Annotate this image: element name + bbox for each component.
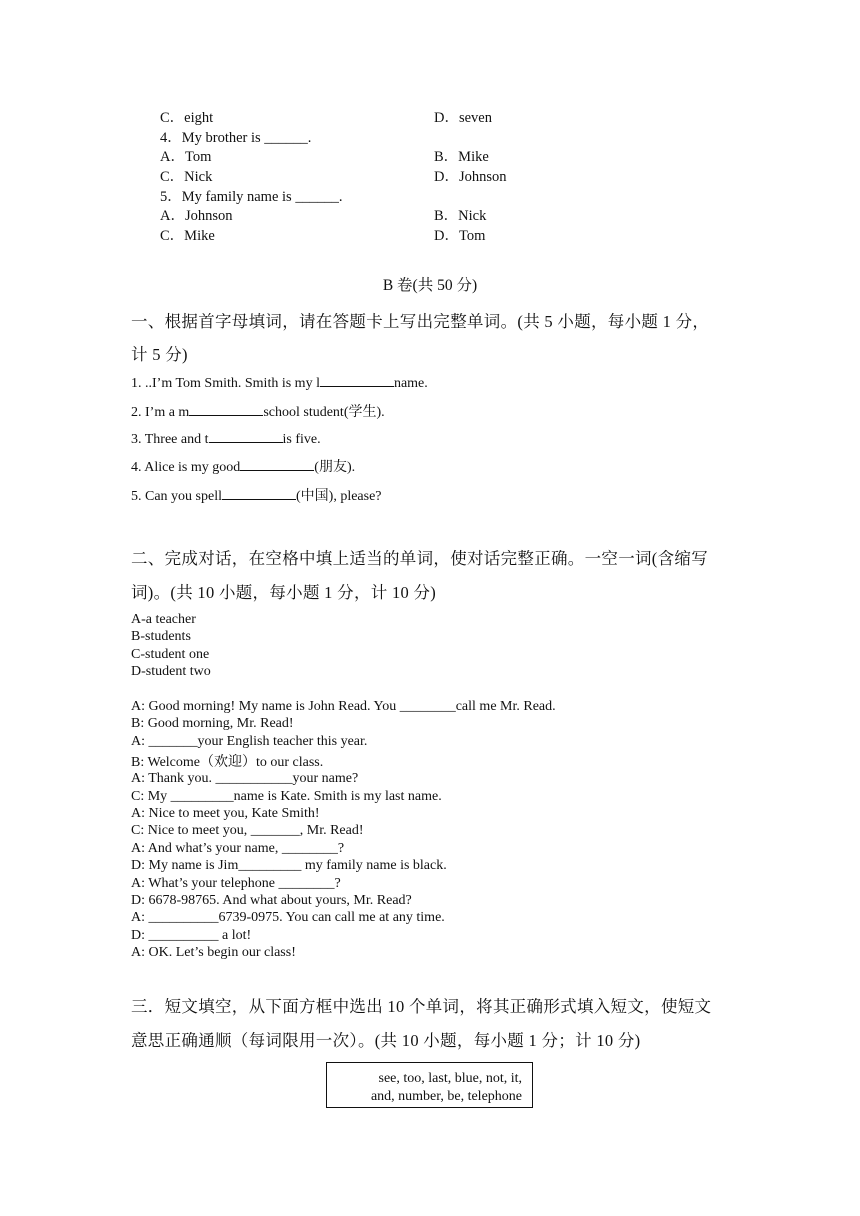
word-bank-line-1: see, too, last, blue, not, it,: [378, 1071, 522, 1086]
dialogue-line: A: OK. Let’s begin our class!: [131, 945, 296, 960]
role-c: C-student one: [131, 647, 210, 662]
section2-instruction-line1: 二、完成对话，在空格中填上适当的单词，使对话完整正确。一空一词(含缩写: [131, 549, 708, 568]
answer-blank[interactable]: [209, 429, 283, 443]
section3-instruction-line2: 意思正确通顺（每词限用一次）。(共 10 小题，每小题 1 分；计 10 分): [131, 1031, 641, 1050]
answer-blank[interactable]: [320, 373, 394, 387]
dialogue-line: B: Welcome（欢迎）to our class.: [131, 755, 324, 770]
answer-blank[interactable]: [222, 486, 296, 500]
blank-item-1: 1. ..I’m Tom Smith. Smith is my l name.: [131, 373, 428, 392]
section1-instruction-line2: 计 5 分): [131, 345, 188, 364]
role-d: D-student two: [131, 664, 211, 679]
q4-stem: 4．My brother is ______.: [160, 130, 312, 146]
blank-item-4: 4. Alice is my good (朋友).: [131, 456, 355, 476]
q3-option-c: C．eight: [160, 110, 214, 126]
blank-item-3: 3. Three and t is five.: [131, 429, 321, 448]
section2-instruction-line2: 词)。(共 10 小题，每小题 1 分，计 10 分): [131, 583, 437, 602]
q5-option-d: D．Tom: [434, 228, 486, 244]
q4-option-d: D．Johnson: [434, 169, 507, 185]
part-b-title: B 卷(共 50 分): [382, 277, 478, 294]
blank-item-2: 2. I’m a m school student(学生).: [131, 401, 385, 421]
q5-option-a: A．Johnson: [160, 208, 233, 224]
q5-option-c: C．Mike: [160, 228, 215, 244]
word-bank-box: [326, 1062, 533, 1108]
dialogue-line: A: Nice to meet you, Kate Smith!: [131, 806, 320, 821]
blank-item-5: 5. Can you spell (中国), please?: [131, 485, 382, 505]
q5-stem: 5．My family name is ______.: [160, 189, 343, 205]
dialogue-line: C: Nice to meet you, _______, Mr. Read!: [131, 823, 364, 838]
dialogue-line: D: __________ a lot!: [131, 928, 252, 943]
answer-blank[interactable]: [240, 457, 314, 471]
section1-instruction-line1: 一、根据首字母填词，请在答题卡上写出完整单词。(共 5 小题，每小题 1 分，: [131, 312, 710, 331]
q4-option-a: A．Tom: [160, 149, 212, 165]
dialogue-line: D: My name is Jim_________ my family name is black.: [131, 858, 447, 873]
q4-option-c: C．Nick: [160, 169, 213, 185]
dialogue-line: A: __________6739-0975. You can call me at any time.: [131, 910, 445, 925]
role-b: B-students: [131, 629, 191, 644]
dialogue-line: D: 6678-98765. And what about yours, Mr. Read?: [131, 893, 412, 908]
word-bank-line-2: and, number, be, telephone: [370, 1089, 522, 1104]
dialogue-line: A: Good morning! My name is John Read. You ________call me Mr. Read.: [131, 699, 556, 714]
role-a: A-a teacher: [131, 612, 196, 627]
dialogue-line: A: And what’s your name, ________?: [131, 841, 345, 856]
q3-option-d: D．seven: [434, 110, 492, 126]
q4-option-b: B．Mike: [434, 149, 489, 165]
section3-instruction-line1: 三．短文填空，从下面方框中选出 10 个单词，将其正确形式填入短文，使短文: [131, 997, 712, 1016]
dialogue-line: A: What’s your telephone ________?: [131, 876, 341, 891]
answer-blank[interactable]: [189, 402, 263, 416]
q5-option-b: B．Nick: [434, 208, 487, 224]
dialogue-line: A: Thank you. ___________your name?: [131, 771, 359, 786]
dialogue-line: B: Good morning, Mr. Read!: [131, 716, 294, 731]
dialogue-line: C: My _________name is Kate. Smith is my last name.: [131, 789, 442, 804]
dialogue-line: A: _______your English teacher this year.: [131, 734, 368, 749]
